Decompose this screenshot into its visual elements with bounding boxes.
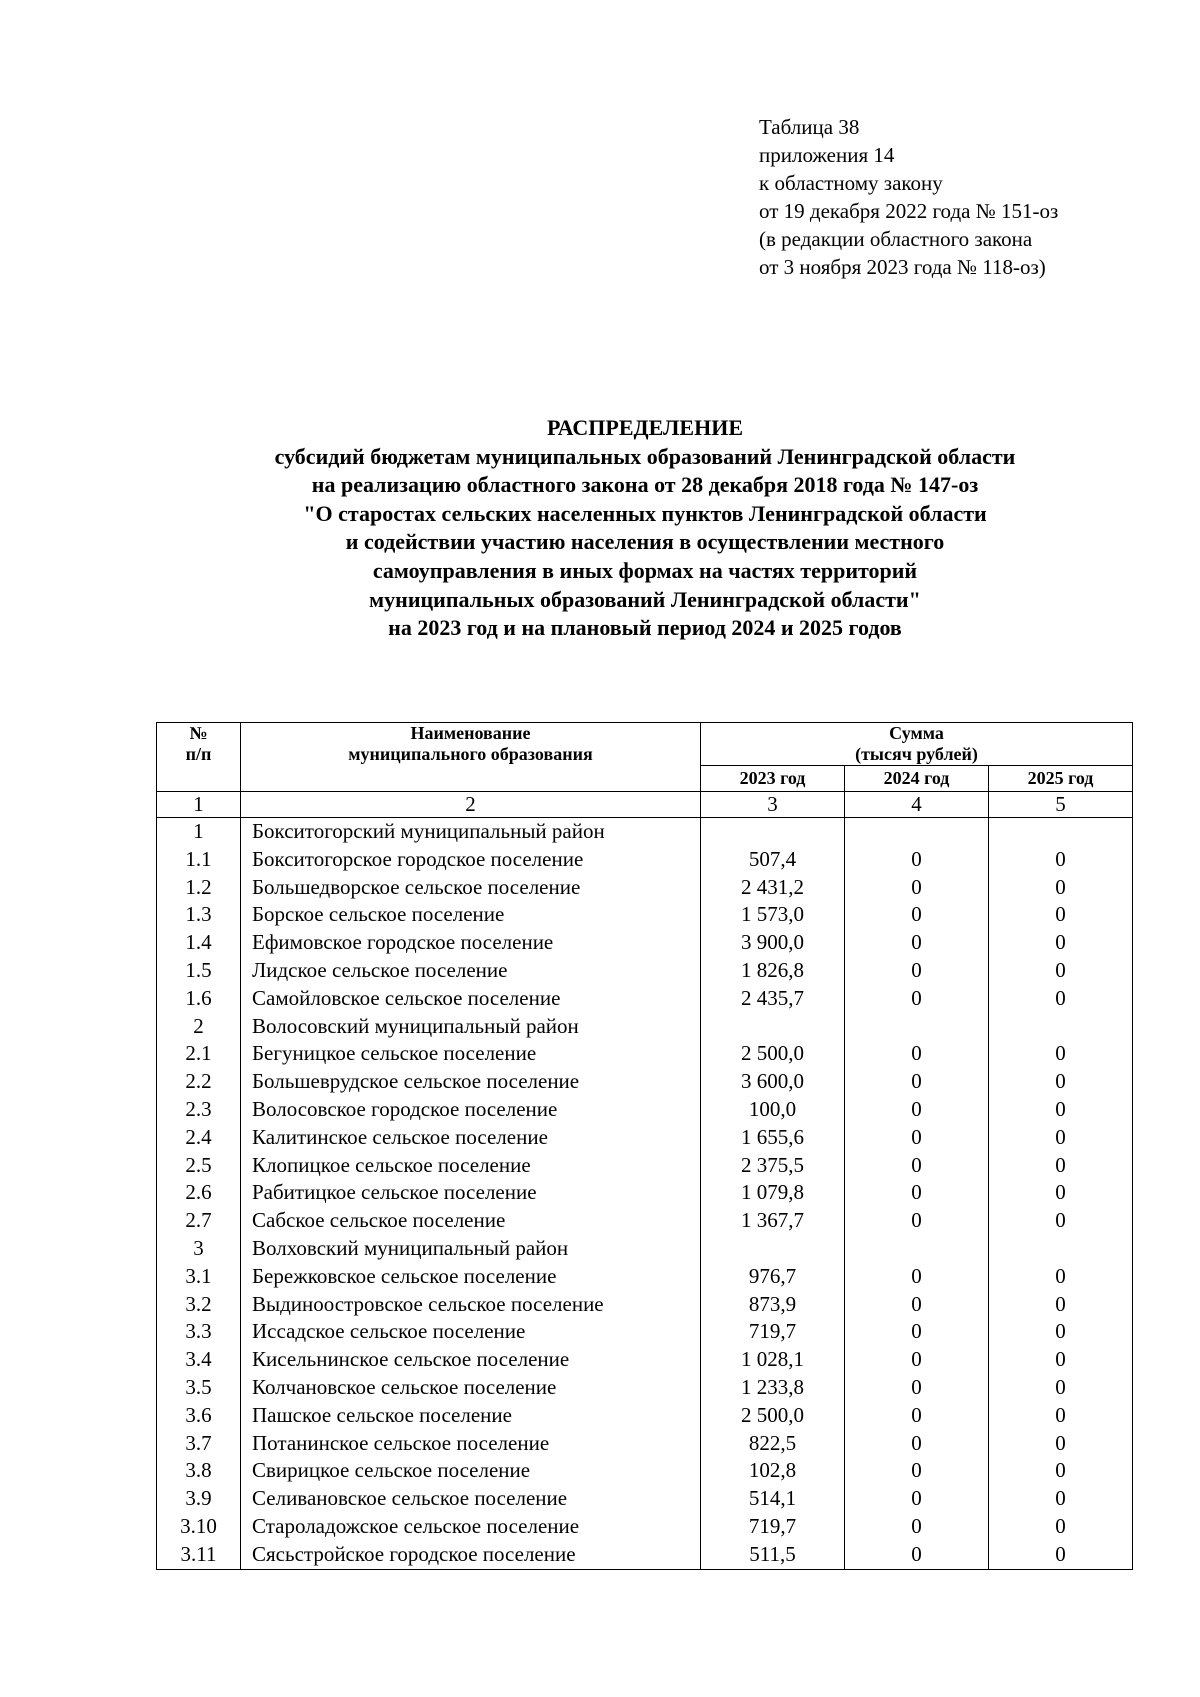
amount-2025 (989, 1235, 1133, 1263)
municipality-name: Калитинское сельское поселение (241, 1124, 701, 1152)
amount-2025: 0 (989, 1124, 1133, 1152)
heading-line: муниципальных образований Ленинградской области" (369, 586, 921, 612)
amount-2023: 1 028,1 (701, 1346, 845, 1374)
amount-2024: 0 (845, 1124, 989, 1152)
row-number: 1 (157, 818, 241, 846)
amount-2023 (701, 1235, 845, 1263)
amount-2024: 0 (845, 957, 989, 985)
municipality-name: Борское сельское поселение (241, 901, 701, 929)
heading-title: РАСПРЕДЕЛЕНИЕ (546, 415, 743, 440)
municipality-name: Сясьстройское городское поселение (241, 1541, 701, 1569)
amount-2024: 0 (845, 1291, 989, 1319)
table-row (157, 1263, 1133, 1291)
amount-2025: 0 (989, 1179, 1133, 1207)
heading-line: на 2023 год и на плановый период 2024 и 2025 годов (388, 615, 902, 641)
amount-2024: 0 (845, 1346, 989, 1374)
municipality-name: Бережковское сельское поселение (241, 1263, 701, 1291)
amount-2025: 0 (989, 1374, 1133, 1402)
row-number: 3.1 (157, 1263, 241, 1291)
amount-2025: 0 (989, 1346, 1133, 1374)
amount-2025: 0 (989, 1068, 1133, 1096)
municipality-name: Лидское сельское поселение (241, 957, 701, 985)
municipality-name: Бокситогорский муниципальный район (241, 818, 701, 846)
amount-2023: 2 435,7 (701, 985, 845, 1013)
amount-2024: 0 (845, 1374, 989, 1402)
amount-2025: 0 (989, 957, 1133, 985)
amount-2023: 1 826,8 (701, 957, 845, 985)
table-row (157, 1124, 1133, 1152)
amount-2025: 0 (989, 1040, 1133, 1068)
amount-2024 (845, 1235, 989, 1263)
header-year-2024: 2024 год (845, 766, 989, 792)
row-number: 3.9 (157, 1485, 241, 1513)
row-number: 3.7 (157, 1430, 241, 1458)
column-number: 4 (845, 792, 989, 818)
document-heading (60, 414, 1200, 643)
table-row (157, 1430, 1133, 1458)
amount-2025: 0 (989, 1541, 1133, 1569)
table-row (157, 1068, 1133, 1096)
row-number: 1.4 (157, 929, 241, 957)
row-number: 3.8 (157, 1457, 241, 1485)
amount-2025: 0 (989, 1152, 1133, 1180)
row-number: 3.11 (157, 1541, 241, 1569)
amount-2023: 1 573,0 (701, 901, 845, 929)
amount-2024: 0 (845, 985, 989, 1013)
amount-2025: 0 (989, 1513, 1133, 1541)
row-number: 3.3 (157, 1318, 241, 1346)
amount-2024: 0 (845, 1430, 989, 1458)
heading-line: "О старостах сельских населенных пунктов Ленинградской области (303, 500, 987, 526)
amount-2025: 0 (989, 1485, 1133, 1513)
column-number: 3 (701, 792, 845, 818)
table-body (157, 818, 1133, 1570)
amount-2025 (989, 1013, 1133, 1041)
appendix-reference (759, 113, 1058, 281)
amount-2025: 0 (989, 1263, 1133, 1291)
amount-2024: 0 (845, 1485, 989, 1513)
municipality-name: Пашское сельское поселение (241, 1402, 701, 1430)
amount-2024: 0 (845, 1402, 989, 1430)
header-sum (701, 723, 1133, 766)
amount-2023: 2 431,2 (701, 874, 845, 902)
row-number: 3.5 (157, 1374, 241, 1402)
header-sum-label: Сумма (889, 723, 944, 743)
municipality-name: Ефимовское городское поселение (241, 929, 701, 957)
appendix-line: приложения 14 (759, 143, 895, 167)
amount-2023: 3 900,0 (701, 929, 845, 957)
amount-2024: 0 (845, 929, 989, 957)
row-number: 3.4 (157, 1346, 241, 1374)
municipality-name: Самойловское сельское поселение (241, 985, 701, 1013)
table-row (157, 1541, 1133, 1569)
row-number: 1.1 (157, 846, 241, 874)
amount-2024: 0 (845, 1040, 989, 1068)
amount-2024: 0 (845, 874, 989, 902)
municipality-name: Большеврудское сельское поселение (241, 1068, 701, 1096)
amount-2024: 0 (845, 1513, 989, 1541)
table-row (157, 1374, 1133, 1402)
amount-2024: 0 (845, 1068, 989, 1096)
municipality-name: Волховский муниципальный район (241, 1235, 701, 1263)
table-row (157, 1040, 1133, 1068)
amount-2024: 0 (845, 1152, 989, 1180)
amount-2024: 0 (845, 901, 989, 929)
amount-2023: 511,5 (701, 1541, 845, 1569)
municipality-name: Бокситогорское городское поселение (241, 846, 701, 874)
amount-2024: 0 (845, 1263, 989, 1291)
amount-2025: 0 (989, 1096, 1133, 1124)
municipality-name: Большедворское сельское поселение (241, 874, 701, 902)
table-row (157, 1291, 1133, 1319)
table-header (157, 723, 1133, 818)
amount-2023: 100,0 (701, 1096, 845, 1124)
row-number: 2.3 (157, 1096, 241, 1124)
amount-2023: 719,7 (701, 1513, 845, 1541)
row-number: 1.5 (157, 957, 241, 985)
municipality-name: Выдиноостровское сельское поселение (241, 1291, 701, 1319)
table-row (157, 1096, 1133, 1124)
table-row (157, 1513, 1133, 1541)
amount-2023: 1 079,8 (701, 1179, 845, 1207)
amount-2024: 0 (845, 1096, 989, 1124)
row-number: 2.7 (157, 1207, 241, 1235)
row-number: 3.10 (157, 1513, 241, 1541)
amount-2023: 2 500,0 (701, 1402, 845, 1430)
heading-line: на реализацию областного закона от 28 декабря 2018 года № 147-оз (311, 472, 979, 498)
row-number: 3 (157, 1235, 241, 1263)
header-num (157, 723, 241, 792)
amount-2023: 822,5 (701, 1430, 845, 1458)
table-row (157, 901, 1133, 929)
column-number: 5 (989, 792, 1133, 818)
amount-2023: 976,7 (701, 1263, 845, 1291)
amount-2023 (701, 1013, 845, 1041)
table-row (157, 846, 1133, 874)
heading-line: и содействии участию населения в осуществлении местного (345, 529, 945, 555)
table-row (157, 985, 1133, 1013)
amount-2025: 0 (989, 1207, 1133, 1235)
amount-2025: 0 (989, 874, 1133, 902)
amount-2025: 0 (989, 1402, 1133, 1430)
appendix-line: от 3 ноября 2023 года № 118-оз) (759, 255, 1046, 279)
table-row (157, 1207, 1133, 1235)
amount-2023: 1 233,8 (701, 1374, 845, 1402)
table-row (157, 1402, 1133, 1430)
amount-2023: 507,4 (701, 846, 845, 874)
table-row (157, 1152, 1133, 1180)
header-num-label: № (189, 723, 208, 743)
row-number: 1.6 (157, 985, 241, 1013)
table-row (157, 1179, 1133, 1207)
amount-2024: 0 (845, 1541, 989, 1569)
amount-2023: 514,1 (701, 1485, 845, 1513)
amount-2025 (989, 818, 1133, 846)
row-number: 2 (157, 1013, 241, 1041)
column-number: 1 (157, 792, 241, 818)
table-row (157, 957, 1133, 985)
row-number: 2.5 (157, 1152, 241, 1180)
amount-2023: 719,7 (701, 1318, 845, 1346)
amount-2024: 0 (845, 1318, 989, 1346)
municipality-name: Сабское сельское поселение (241, 1207, 701, 1235)
municipality-name: Староладожское сельское поселение (241, 1513, 701, 1541)
table-row (157, 1318, 1133, 1346)
amount-2024: 0 (845, 1457, 989, 1485)
header-year-2025: 2025 год (989, 766, 1133, 792)
heading-line: самоуправления в иных формах на частях территорий (372, 557, 918, 583)
amount-2025: 0 (989, 929, 1133, 957)
municipality-name: Волосовское городское поселение (241, 1096, 701, 1124)
amount-2025: 0 (989, 1318, 1133, 1346)
heading-line: субсидий бюджетам муниципальных образований Ленинградской области (274, 443, 1016, 469)
amount-2023: 3 600,0 (701, 1068, 845, 1096)
table-row (157, 1485, 1133, 1513)
municipality-name: Потанинское сельское поселение (241, 1430, 701, 1458)
column-number: 2 (241, 792, 701, 818)
table-row (157, 1346, 1133, 1374)
municipality-name: Волосовский муниципальный район (241, 1013, 701, 1041)
municipality-name: Колчановское сельское поселение (241, 1374, 701, 1402)
amount-2023: 102,8 (701, 1457, 845, 1485)
amount-2025: 0 (989, 1457, 1133, 1485)
municipality-name: Клопицкое сельское поселение (241, 1152, 701, 1180)
header-sum-label: (тысяч рублей) (855, 744, 978, 764)
table-row (157, 874, 1133, 902)
amount-2024: 0 (845, 1207, 989, 1235)
header-num-label: п/п (185, 744, 212, 764)
amount-2023 (701, 818, 845, 846)
amount-2023: 1 367,7 (701, 1207, 845, 1235)
amount-2025: 0 (989, 1291, 1133, 1319)
municipality-name: Селивановское сельское поселение (241, 1485, 701, 1513)
appendix-line: от 19 декабря 2022 года № 151-оз (759, 199, 1059, 223)
row-number: 3.2 (157, 1291, 241, 1319)
appendix-line: Таблица 38 (759, 115, 860, 139)
amount-2025: 0 (989, 901, 1133, 929)
amount-2023: 873,9 (701, 1291, 845, 1319)
row-number: 2.4 (157, 1124, 241, 1152)
appendix-line: к областному закону (759, 171, 943, 195)
municipality-name: Свирицкое сельское поселение (241, 1457, 701, 1485)
distribution-table (156, 722, 1133, 1570)
appendix-line: (в редакции областного закона (759, 227, 1033, 251)
row-number: 2.1 (157, 1040, 241, 1068)
amount-2024 (845, 1013, 989, 1041)
header-name (241, 723, 701, 792)
table-row (157, 1457, 1133, 1485)
table-row (157, 1235, 1133, 1263)
municipality-name: Рабитицкое сельское поселение (241, 1179, 701, 1207)
row-number: 3.6 (157, 1402, 241, 1430)
row-number: 1.3 (157, 901, 241, 929)
municipality-name: Кисельнинское сельское поселение (241, 1346, 701, 1374)
amount-2025: 0 (989, 846, 1133, 874)
table-row (157, 818, 1133, 846)
amount-2025: 0 (989, 985, 1133, 1013)
row-number: 2.6 (157, 1179, 241, 1207)
header-year-2023: 2023 год (701, 766, 845, 792)
amount-2023: 2 500,0 (701, 1040, 845, 1068)
header-name-label: Наименование (410, 723, 531, 743)
table-row (157, 1013, 1133, 1041)
municipality-name: Иссадское сельское поселение (241, 1318, 701, 1346)
amount-2024: 0 (845, 846, 989, 874)
header-name-label: муниципального образования (348, 744, 593, 764)
amount-2025: 0 (989, 1430, 1133, 1458)
amount-2023: 2 375,5 (701, 1152, 845, 1180)
amount-2024: 0 (845, 1179, 989, 1207)
amount-2024 (845, 818, 989, 846)
amount-2023: 1 655,6 (701, 1124, 845, 1152)
row-number: 1.2 (157, 874, 241, 902)
table-row (157, 929, 1133, 957)
municipality-name: Бегуницкое сельское поселение (241, 1040, 701, 1068)
row-number: 2.2 (157, 1068, 241, 1096)
